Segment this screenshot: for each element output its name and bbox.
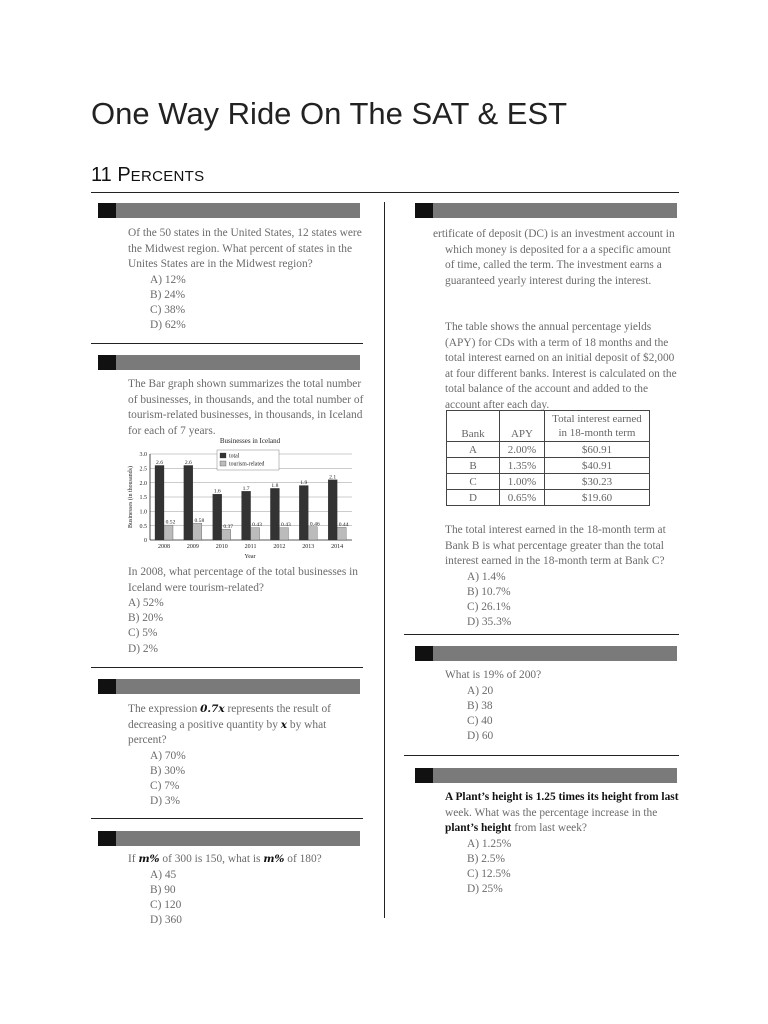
question-separator xyxy=(404,634,679,635)
table-header: APY xyxy=(500,411,545,442)
data-label: 0.37 xyxy=(223,523,234,530)
x-tick-label: 2012 xyxy=(273,544,286,550)
answer-option[interactable]: B) 30% xyxy=(150,764,186,777)
y-tick-label: 2.0 xyxy=(139,480,147,487)
answer-option[interactable]: D) 360 xyxy=(150,914,182,927)
table-row xyxy=(447,458,650,474)
y-tick-label: 3.0 xyxy=(139,452,147,459)
table-cell: C xyxy=(447,474,500,490)
math-expression: 0.7x xyxy=(200,703,225,715)
data-label: 0.52 xyxy=(165,519,176,526)
bar xyxy=(279,528,288,540)
table-cell: $60.91 xyxy=(545,442,650,458)
y-axis-label: Businesses (in thousands) xyxy=(128,466,134,528)
table-row xyxy=(447,474,650,490)
question-separator xyxy=(91,343,363,344)
bar xyxy=(222,529,231,540)
question-block xyxy=(445,523,679,630)
data-label: 2.1 xyxy=(329,474,337,481)
question-text: If m% of 300 is 150, what is m% of 180? xyxy=(128,853,322,865)
bar xyxy=(213,494,222,540)
data-label: 0.43 xyxy=(252,522,262,529)
x-tick-label: 2013 xyxy=(302,544,315,550)
answer-option[interactable]: C) 26.1% xyxy=(467,600,511,613)
legend-swatch xyxy=(220,461,226,466)
answer-option[interactable]: B) 90 xyxy=(150,883,176,896)
table-cell: 0.65% xyxy=(500,490,545,506)
answer-option[interactable]: C) 38% xyxy=(150,303,186,316)
answer-option[interactable]: A) 12% xyxy=(150,273,186,286)
table-cell: 1.35% xyxy=(500,458,545,474)
table-row xyxy=(447,442,650,458)
answer-option[interactable]: D) 60 xyxy=(467,730,494,743)
answer-option[interactable]: B) 20% xyxy=(128,612,164,625)
question-text: A Plant’s height is 1.25 times its height from last week. What was the percentage increase in the plant’s height from last week? xyxy=(445,791,679,834)
answer-option[interactable]: C) 7% xyxy=(150,779,180,792)
data-label: 0.46 xyxy=(309,521,320,528)
y-tick-label: 1.5 xyxy=(139,495,147,502)
answer-option[interactable]: D) 2% xyxy=(128,642,159,655)
x-tick-label: 2011 xyxy=(244,544,257,550)
answer-options xyxy=(106,596,364,657)
bar xyxy=(308,527,317,540)
question-marker xyxy=(98,831,116,846)
question-separator xyxy=(404,755,679,756)
question-block xyxy=(445,790,681,897)
table-cell: 1.00% xyxy=(500,474,545,490)
question-block xyxy=(128,226,364,333)
data-label: 2.6 xyxy=(156,459,163,466)
apy-table-wrap xyxy=(446,410,650,506)
question-bar xyxy=(415,646,677,661)
bar xyxy=(193,523,202,540)
bar xyxy=(242,491,251,540)
question-text: The total interest earned in the 18-month term at Bank B is what percentage greater than the total interest earned in the 18-month term at Bank C? xyxy=(445,524,666,567)
bar xyxy=(155,465,164,540)
chart-title: Businesses in Iceland xyxy=(219,437,281,445)
section-heading xyxy=(91,164,204,187)
answer-option[interactable]: B) 24% xyxy=(150,288,186,301)
data-label: 1.8 xyxy=(271,482,279,489)
table-cell: A xyxy=(447,442,500,458)
table-header: Total interest earned in 18-month term xyxy=(545,411,650,442)
question-text: Of the 50 states in the United States, 12 states were the Midwest region. What percent of states in the Unites States are in the Midwest region? xyxy=(128,227,362,270)
bar xyxy=(184,465,193,540)
answer-option[interactable]: C) 40 xyxy=(467,714,493,727)
math-variable: x xyxy=(280,718,288,731)
answer-option[interactable]: B) 10.7% xyxy=(467,585,511,598)
data-label: 1.9 xyxy=(300,480,308,487)
answer-option[interactable]: B) 2.5% xyxy=(467,852,505,865)
question-block xyxy=(128,702,364,809)
answer-option[interactable]: D) 35.3% xyxy=(467,616,512,629)
question-separator xyxy=(91,667,363,668)
y-tick-label: 0 xyxy=(144,538,147,545)
answer-option[interactable]: A) 1.4% xyxy=(467,570,506,583)
table-row xyxy=(447,490,650,506)
data-label: 1.7 xyxy=(242,485,250,492)
question-bar xyxy=(98,831,360,846)
question-marker xyxy=(98,679,116,694)
x-tick-label: 2010 xyxy=(215,544,228,550)
question-separator xyxy=(91,818,363,819)
table-header: Bank xyxy=(447,411,500,442)
question-bar xyxy=(415,203,677,218)
question-marker xyxy=(415,646,433,661)
data-label: 2.6 xyxy=(184,459,192,466)
apy-table xyxy=(446,410,650,506)
answer-option[interactable]: C) 120 xyxy=(150,898,182,911)
bar xyxy=(299,486,308,540)
answer-options xyxy=(128,749,364,810)
table-cell: $19.60 xyxy=(545,490,650,506)
question-marker xyxy=(98,355,116,370)
answer-option[interactable]: A) 52% xyxy=(128,597,164,609)
legend-label: total xyxy=(229,453,240,460)
answer-option[interactable]: D) 3% xyxy=(150,795,181,808)
bar xyxy=(164,525,173,540)
table-header-row xyxy=(447,411,650,442)
question-block xyxy=(128,377,364,439)
answer-option[interactable]: A) 45 xyxy=(150,868,177,881)
x-tick-label: 2009 xyxy=(186,544,199,550)
table-cell: D xyxy=(447,490,500,506)
y-tick-label: 0.5 xyxy=(139,523,147,530)
question-block xyxy=(433,227,677,289)
x-tick-label: 2008 xyxy=(158,544,170,550)
section-name: PERCENTS xyxy=(117,164,205,186)
legend-swatch xyxy=(220,453,226,458)
question-block xyxy=(128,565,364,657)
data-label: 0.43 xyxy=(281,522,291,529)
y-tick-label: 2.5 xyxy=(139,466,147,473)
data-label: 0.44 xyxy=(338,521,349,528)
table-cell: $40.91 xyxy=(545,458,650,474)
data-label: 1.6 xyxy=(213,488,221,495)
question-text: In 2008, what percentage of the total businesses in Iceland were tourism-related? xyxy=(128,566,358,594)
question-bar xyxy=(415,768,677,783)
question-bar xyxy=(98,203,360,218)
column-divider xyxy=(384,202,385,918)
section-number: 11 xyxy=(91,164,112,186)
bar xyxy=(270,488,279,540)
data-label: 0.58 xyxy=(194,517,205,524)
table-cell: $30.23 xyxy=(545,474,650,490)
question-marker xyxy=(415,768,433,783)
answer-option[interactable]: C) 5% xyxy=(128,627,158,640)
question-text: The table shows the annual percentage yields (APY) for CDs with a term of 18 months and the total interest earned on an initial deposit of $2,000 at four different banks. Interest is calculated on the total balance of the account and added to the account after each day. xyxy=(445,321,677,411)
page-title: One Way Ride On The SAT & EST xyxy=(91,96,568,131)
answer-options xyxy=(445,684,679,745)
answer-option[interactable]: A) 70% xyxy=(150,749,186,762)
bar xyxy=(328,480,337,540)
answer-options xyxy=(445,570,679,631)
legend-label: tourism-related xyxy=(229,461,265,468)
question-text: ertificate of deposit (DC) is an investment account in which money is deposited for a a specific amount of time, called the term. The investment earns a guaranteed yearly interest during the interest. xyxy=(433,228,675,287)
bar xyxy=(337,527,346,540)
table-cell: B xyxy=(447,458,500,474)
y-tick-label: 1.0 xyxy=(139,509,147,516)
question-marker xyxy=(98,203,116,218)
x-axis-label: Year xyxy=(244,554,256,560)
math-variable: m% xyxy=(138,853,160,865)
answer-options xyxy=(128,273,364,334)
question-bar xyxy=(98,355,360,370)
answer-options xyxy=(128,868,364,929)
table-cell: 2.00% xyxy=(500,442,545,458)
question-text: The Bar graph shown summarizes the total number of businesses, in thousands, and the total number of tourism-related businesses, in thousands, in Iceland for each of 7 years. xyxy=(128,378,364,437)
answer-option[interactable]: B) 38 xyxy=(467,699,493,712)
heading-rule xyxy=(91,192,679,193)
bar-chart xyxy=(124,436,356,564)
answer-options xyxy=(445,837,681,898)
question-bar xyxy=(98,679,360,694)
answer-option[interactable]: A) 1.25% xyxy=(467,837,512,850)
question-block xyxy=(128,852,364,928)
question-marker xyxy=(415,203,433,218)
math-variable: m% xyxy=(263,853,285,865)
bar xyxy=(251,528,260,540)
answer-option[interactable]: D) 25% xyxy=(467,883,503,896)
question-text: The expression 0.7x represents the result of decreasing a positive quantity by x by what percent? xyxy=(128,703,331,746)
x-tick-label: 2014 xyxy=(331,544,344,550)
question-block xyxy=(445,320,679,413)
question-text: What is 19% of 200? xyxy=(445,669,542,681)
answer-option[interactable]: D) 62% xyxy=(150,319,186,332)
answer-option[interactable]: A) 20 xyxy=(467,684,494,697)
answer-option[interactable]: C) 12.5% xyxy=(467,867,511,880)
question-block xyxy=(445,668,679,744)
